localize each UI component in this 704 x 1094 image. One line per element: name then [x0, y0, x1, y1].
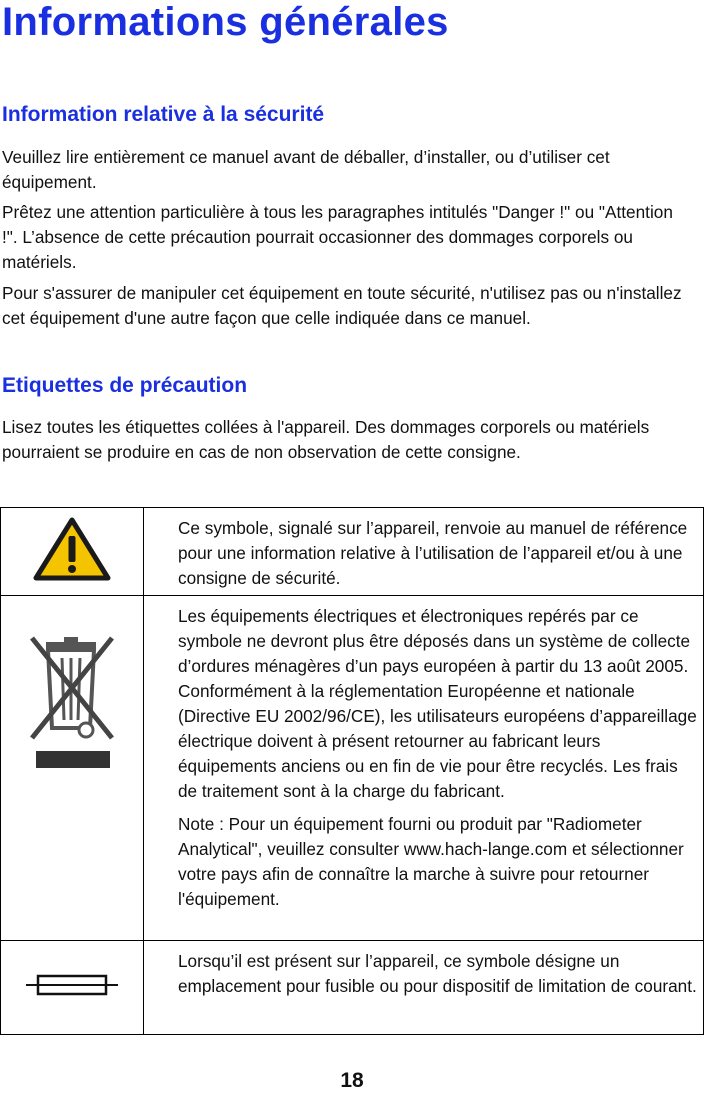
weee-note: Note : Pour un équipement fourni ou produit par "Radiometer Analytical", veuillez consulter www.hach-lange.com et sélectionner votre pays afin de connaître la marche à suivre pour retourner l'équipement.	[178, 814, 684, 909]
safety-heading: Information relative à la sécurité	[2, 103, 325, 126]
icon-cell	[1, 596, 144, 941]
fuse-icon	[24, 970, 120, 1005]
crossed-out-bin-icon	[20, 632, 124, 777]
fuse-symbol-description: Lorsqu’il est présent sur l’appareil, ce symbole désigne un emplacement pour fusible ou pour dispositif de limitation de courant.	[178, 951, 697, 996]
labels-heading: Etiquettes de précaution	[2, 374, 248, 397]
page-title: Informations générales	[2, 0, 449, 44]
text-cell	[144, 508, 704, 596]
safety-paragraph-2: Prêtez une attention particulière à tous les paragraphes intitulés "Danger !" ou "Attention !". L’absence de cette précaution pourrait occasionner des dommages corporels ou matériels.	[2, 202, 673, 272]
table-row	[1, 508, 704, 596]
icon-cell	[1, 941, 144, 1035]
table-row	[1, 941, 704, 1035]
safety-paragraph-1: Veuillez lire entièrement ce manuel avant de déballer, d’installer, ou d’utiliser cet équipement.	[2, 147, 610, 192]
text-cell	[144, 596, 704, 941]
table-row	[1, 596, 704, 941]
icon-cell	[1, 508, 144, 596]
precaution-labels-table	[0, 507, 704, 1035]
weee-symbol-description: Les équipements électriques et électroniques repérés par ce symbole ne devront plus être déposés dans un système de collecte d’ordures ménagères d’un pays européen à partir du 13 août 2005. Conformément à la réglementation Européenne et nationale (Directive EU 2002/96/CE), les utilisateurs européens d’appareillage électrique doivent à présent retourner au fabricant leurs équipements anciens ou en fin de vie pour être recyclés. Les frais de traitement sont à la charge du fabricant.	[178, 606, 697, 801]
page-number: 18	[340, 1069, 364, 1092]
safety-paragraph-3: Pour s'assurer de manipuler cet équipement en toute sécurité, n'utilisez pas ou n'installez cet équipement d'une autre façon que celle indiquée dans ce manuel.	[2, 283, 682, 328]
warning-symbol-description: Ce symbole, signalé sur l’appareil, renvoie au manuel de référence pour une information relative à l’utilisation de l’appareil et/ou à une consigne de sécurité.	[178, 518, 688, 588]
text-cell	[144, 941, 704, 1035]
warning-triangle-icon	[33, 516, 111, 587]
labels-intro: Lisez toutes les étiquettes collées à l'appareil. Des dommages corporels ou matériels pourraient se produire en cas de non observation de cette consigne.	[2, 417, 650, 462]
